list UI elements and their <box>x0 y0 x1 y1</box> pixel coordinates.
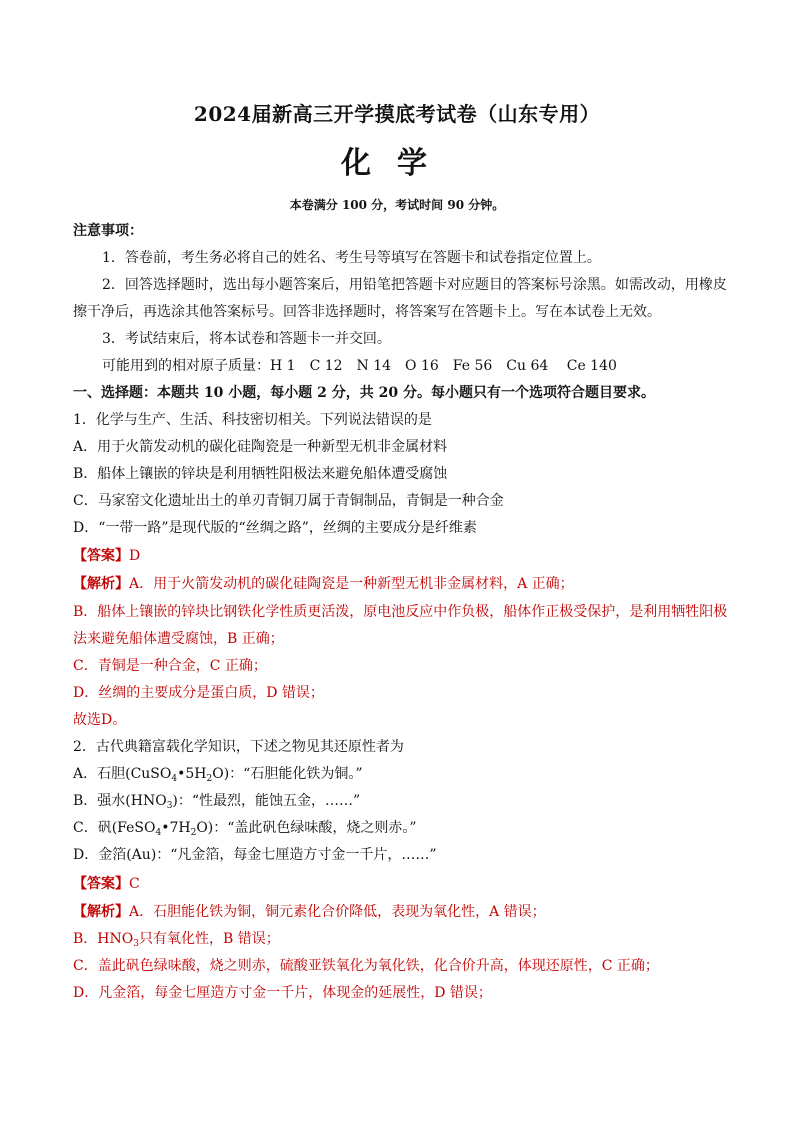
q1-option-d: D．“一带一路”是现代版的“丝绸之路”，丝绸的主要成分是纤维素 <box>73 520 477 536</box>
q2-option-b <box>73 791 360 816</box>
q2-option-d: D．金箔(Au)：“凡金箔，每金七厘造方寸金一千片，……” <box>73 847 437 863</box>
q1-exp-c: C．青铜是一种合金，C 正确； <box>73 658 267 674</box>
q2-exp-a-text: A．石胆能化铁为铜，铜元素化合价降低，表现为氧化性，A 错误； <box>129 904 546 920</box>
notice-heading: 注意事项： <box>73 223 143 239</box>
answer-label: 【答案】 <box>73 876 129 892</box>
q2-c-suffix: O)：“盖此矾色绿味酸，烧之则赤。” <box>196 820 417 836</box>
q1-exp-b1: B．船体上镶嵌的锌块比钢铁化学性质更活泼，原电池反应中作负极，船体作正极受保护，是利用牺牲阳极 <box>73 604 728 620</box>
q1-answer <box>73 546 140 566</box>
subscript: 3 <box>133 939 139 949</box>
q2-c-mid: •7H <box>161 820 191 836</box>
q2-answer <box>73 874 140 894</box>
analysis-label: 【解析】 <box>73 904 129 920</box>
q1-exp-d: D．丝绸的主要成分是蛋白质，D 错误； <box>73 685 324 701</box>
q2-option-a <box>73 764 362 789</box>
q1-exp-b2: 法来避免船体遭受腐蚀，B 正确； <box>73 631 284 647</box>
subscript: 2 <box>206 774 213 784</box>
score-info: 本卷满分 100 分，考试时间 90 分钟。 <box>289 198 505 212</box>
subscript: 4 <box>171 774 178 784</box>
q2-exp-b-prefix: B．HNO <box>73 931 134 947</box>
q2-option-c <box>73 818 417 843</box>
q2-b-prefix: B．强水(HNO <box>73 793 167 809</box>
q2-a-prefix: A．石胆(CuSO <box>73 766 172 782</box>
q2-exp-c: C．盖此矾色绿味酸，烧之则赤，硫酸亚铁氧化为氧化铁，化合价升高，体现还原性，C 正确； <box>73 958 659 974</box>
subscript: 3 <box>166 801 173 811</box>
section-1-heading: 一、选择题：本题共 10 小题，每小题 2 分，共 20 分。每小题只有一个选项符合题目要求。 <box>73 385 655 401</box>
notice-item-1: 1．答卷前，考生务必将自己的姓名、考生号等填写在答题卡和试卷指定位置上。 <box>102 250 601 266</box>
q1-conclusion: 故选D。 <box>73 712 127 728</box>
q1-option-b: B．船体上镶嵌的锌块是利用牺牲阳极法来避免船体遭受腐蚀 <box>73 466 448 482</box>
q2-c-prefix: C．矾(FeSO <box>73 820 156 836</box>
q2-a-mid: •5H <box>177 766 207 782</box>
q2-exp-b-suffix: 只有氧化性，B 错误； <box>138 931 280 947</box>
q2-b-suffix: )：“性最烈，能蚀五金，……” <box>172 793 361 809</box>
atomic-mass-line: 可能用到的相对原子质量：H 1 C 12 N 14 O 16 Fe 56 Cu 64 Ce 140 <box>102 358 617 374</box>
answer-value: C <box>129 876 140 892</box>
q1-option-a: A．用于火箭发动机的碳化硅陶瓷是一种新型无机非金属材料 <box>73 439 448 455</box>
exam-title: 2024届新高三开学摸底考试卷（山东专用） <box>193 102 601 126</box>
answer-label: 【答案】 <box>73 548 129 564</box>
notice-item-2b: 擦干净后，再选涂其他答案标号。回答非选择题时，将答案写在答题卡上。写在本试卷上无效。 <box>73 304 661 320</box>
q2-exp-d: D．凡金箔，每金七厘造方寸金一千片，体现金的延展性，D 错误； <box>73 985 492 1001</box>
q1-exp-a <box>73 574 574 594</box>
q1-exp-a-text: A．用于火箭发动机的碳化硅陶瓷是一种新型无机非金属材料，A 正确； <box>129 576 574 592</box>
notice-item-3: 3．考试结束后，将本试卷和答题卡一并交回。 <box>102 331 391 347</box>
subscript: 2 <box>190 828 197 838</box>
notice-item-2a: 2．回答选择题时，选出每小题答案后，用铅笔把答题卡对应题目的答案标号涂黑。如需改动，用橡皮 <box>102 277 727 293</box>
q2-a-suffix: O)：“石胆能化铁为铜。” <box>212 766 363 782</box>
q1-option-c: C．马家窑文化遗址出土的单刃青铜刀属于青铜制品，青铜是一种合金 <box>73 493 504 509</box>
q2-exp-b <box>73 929 280 954</box>
subscript: 4 <box>155 828 162 838</box>
analysis-label: 【解析】 <box>73 576 129 592</box>
q2-stem: 2．古代典籍富载化学知识，下述之物见其还原性者为 <box>73 739 404 755</box>
answer-value: D <box>129 548 141 564</box>
q2-exp-a <box>73 902 546 922</box>
subject-title: 化学 <box>341 146 453 181</box>
q1-stem: 1．化学与生产、生活、科技密切相关。下列说法错误的是 <box>73 412 432 428</box>
